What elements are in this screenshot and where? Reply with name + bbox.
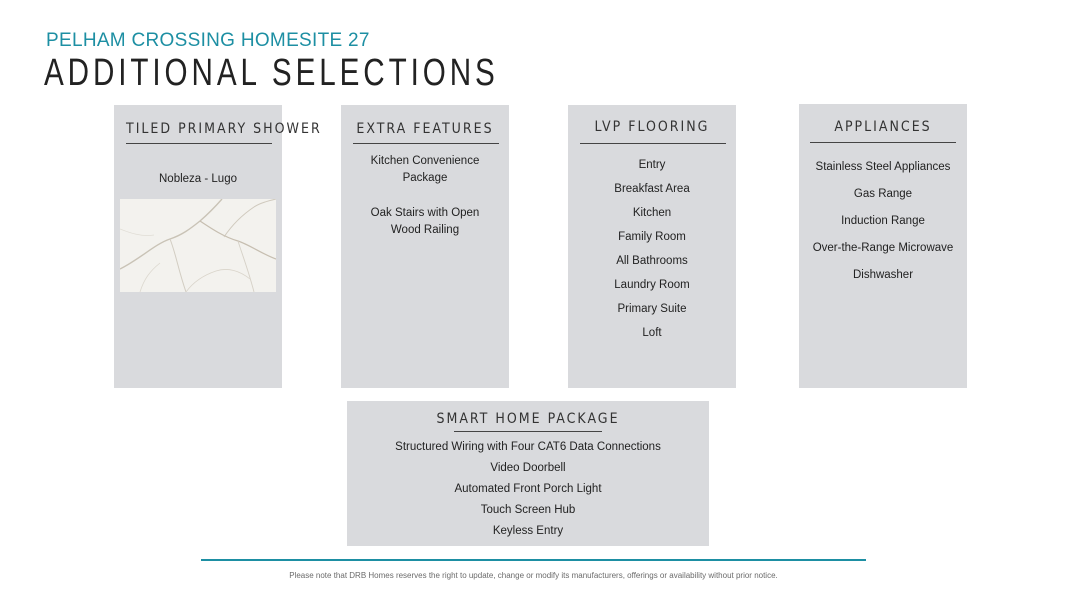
list-item: All Bathrooms	[616, 255, 688, 267]
card-list	[114, 171, 282, 188]
list-item: Video Doorbell	[490, 462, 566, 474]
list-item: Stainless Steel Appliances	[815, 161, 951, 173]
list-item: Kitchen Convenience Package	[370, 155, 480, 184]
card-title: APPLIANCES	[834, 119, 932, 135]
card-appliances	[799, 104, 967, 388]
card-tiled-primary-shower	[114, 105, 322, 388]
card-smart-home-package	[347, 401, 709, 546]
list-item: Induction Range	[841, 215, 925, 227]
card-divider	[126, 143, 272, 144]
list-item: Structured Wiring with Four CAT6 Data Connections	[395, 441, 661, 453]
page-title: ADDITIONAL SELECTIONS	[44, 52, 499, 94]
footer-divider	[201, 559, 866, 561]
list-item: Dishwasher	[852, 269, 914, 281]
list-item: Breakfast Area	[614, 183, 690, 195]
list-item: Gas Range	[853, 188, 913, 200]
list-item: Automated Front Porch Light	[454, 483, 602, 495]
list-item: Kitchen	[632, 207, 672, 219]
card-title: EXTRA FEATURES	[356, 121, 494, 137]
card-list	[799, 154, 967, 289]
footer-disclaimer: Please note that DRB Homes reserves the right to update, change or modify its manufacturers, offerings or availability without prior notice.	[289, 571, 778, 580]
card-divider	[353, 143, 499, 144]
page-subtitle: PELHAM CROSSING HOMESITE 27	[46, 30, 370, 51]
card-title: SMART HOME PACKAGE	[436, 411, 620, 427]
list-item: Nobleza - Lugo	[159, 173, 237, 185]
list-item: Primary Suite	[617, 303, 687, 315]
card-divider	[580, 143, 726, 144]
list-item: Keyless Entry	[492, 525, 564, 537]
card-extra-features	[341, 105, 509, 388]
card-lvp-flooring	[568, 105, 736, 388]
list-item: Family Room	[618, 231, 686, 243]
list-item: Oak Stairs with Open Wood Railing	[370, 207, 480, 236]
card-title: TILED PRIMARY SHOWER	[126, 121, 322, 137]
list-item: Entry	[638, 159, 666, 171]
list-item: Loft	[642, 327, 662, 339]
card-list	[347, 437, 709, 542]
list-item: Touch Screen Hub	[480, 504, 576, 516]
card-list	[355, 153, 495, 239]
card-divider	[810, 142, 956, 143]
list-item: Over-the-Range Microwave	[812, 242, 954, 254]
card-list	[568, 153, 736, 345]
list-item: Laundry Room	[614, 279, 690, 291]
marble-tile-image	[120, 199, 276, 292]
card-divider	[454, 431, 602, 432]
card-title: LVP FLOORING	[594, 119, 710, 135]
